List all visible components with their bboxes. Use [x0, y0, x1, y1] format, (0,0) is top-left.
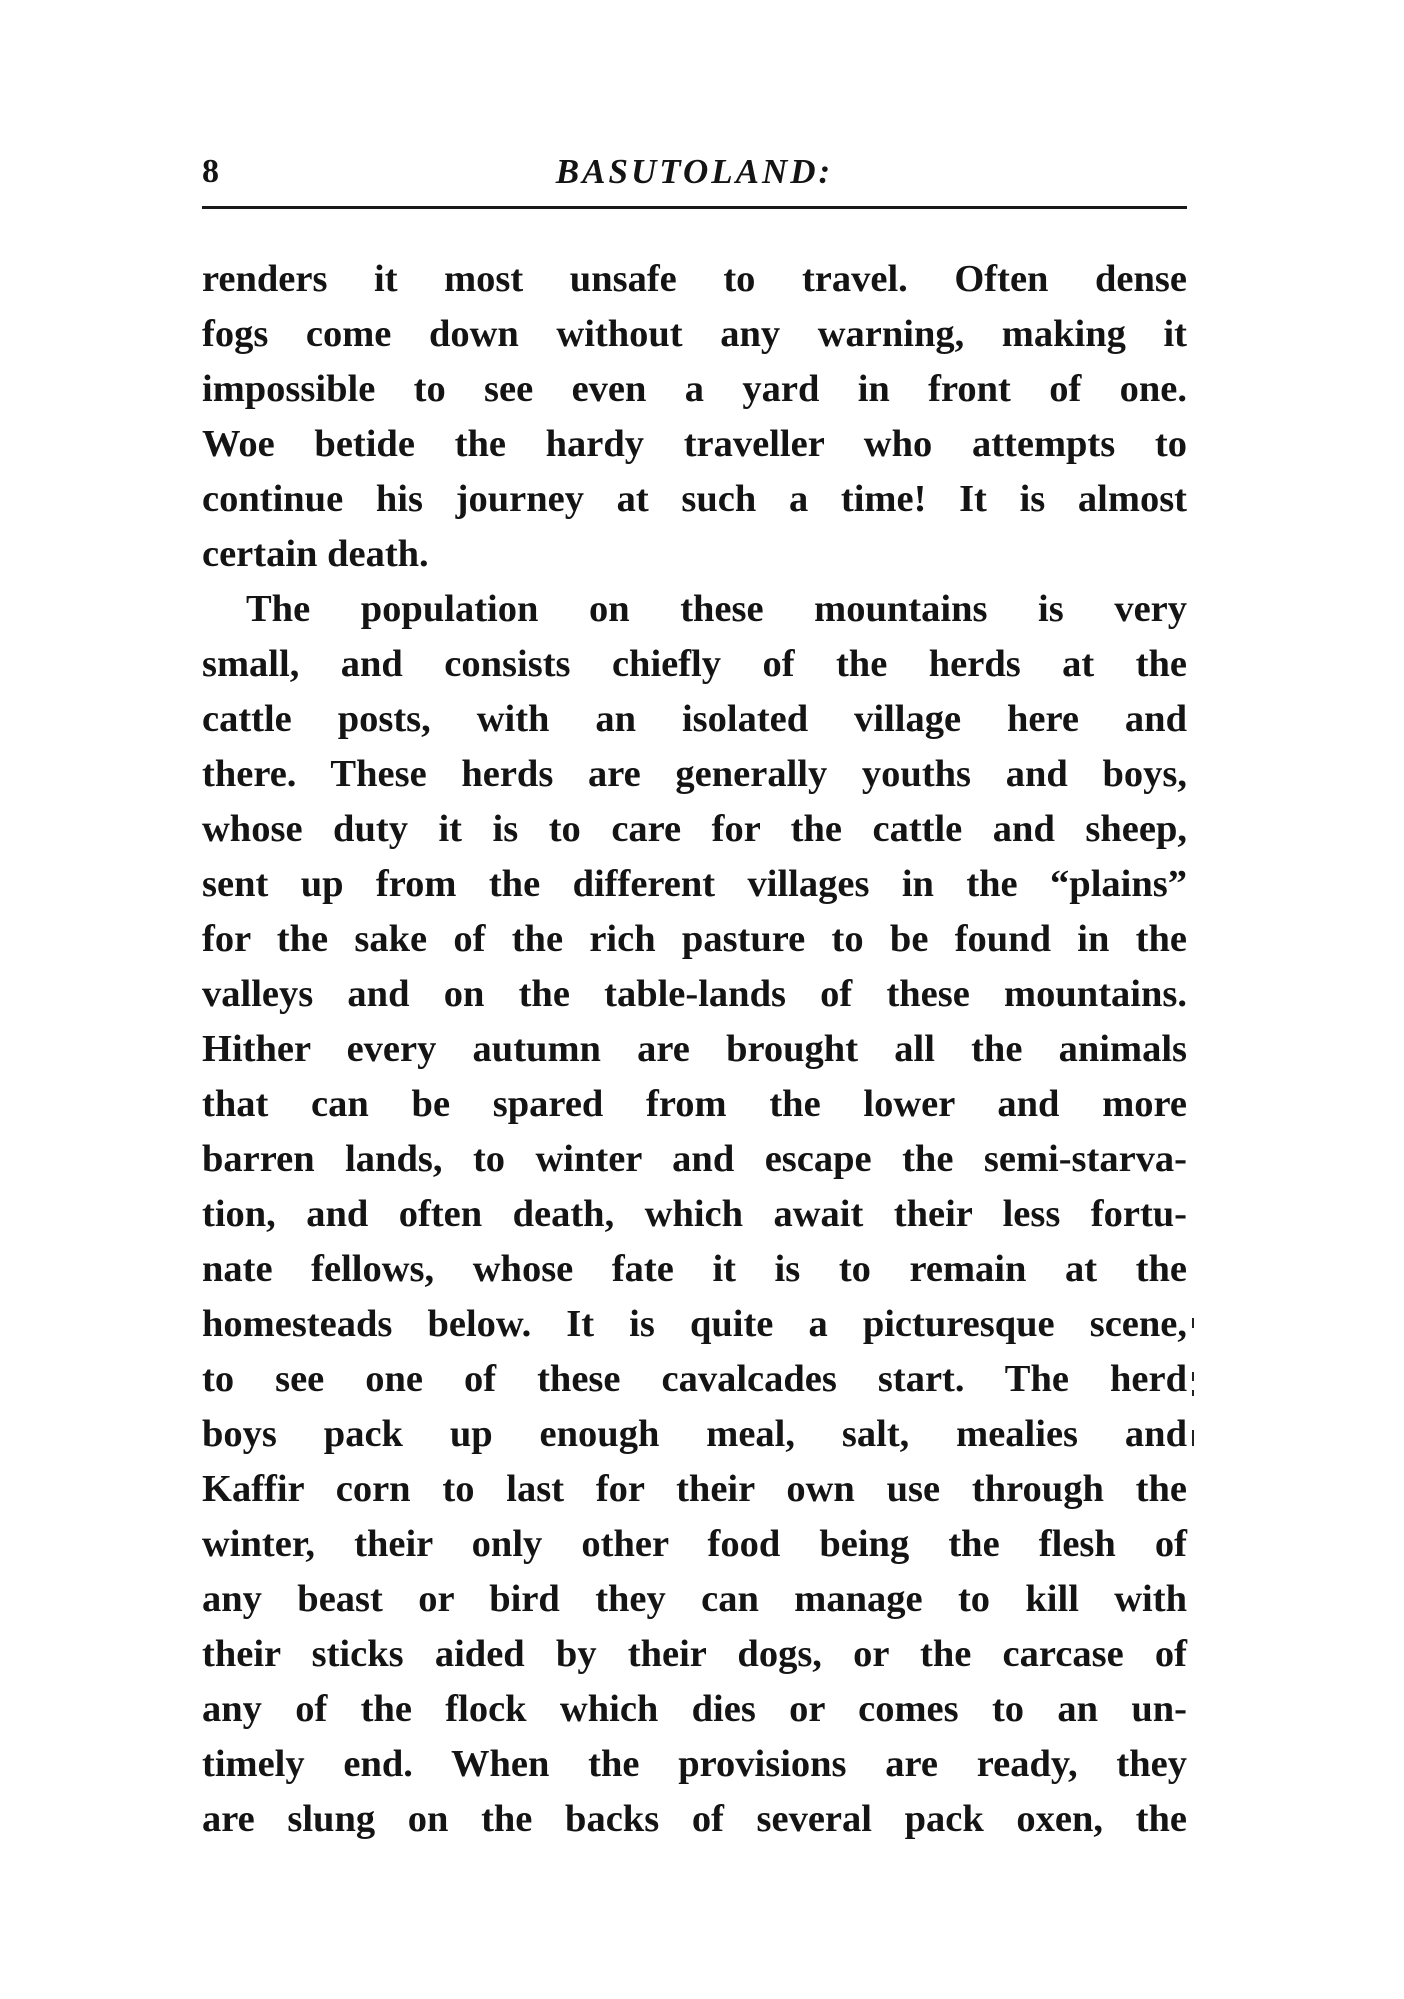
text-line: The population on these mountains is very: [246, 588, 1187, 630]
text-line: winter, their only other food being the flesh of: [202, 1523, 1187, 1565]
text-line: renders it most unsafe to travel. Often dense: [202, 258, 1187, 300]
text-line: their sticks aided by their dogs, or the carcase of: [202, 1633, 1187, 1675]
text-line: cattle posts, with an isolated village here and: [202, 698, 1187, 740]
text-line: nate fellows, whose fate it is to remain at the: [202, 1248, 1187, 1290]
speck-mark: [1192, 1318, 1194, 1328]
text-line: any beast or bird they can manage to kill with: [202, 1578, 1187, 1620]
text-line: whose duty it is to care for the cattle and sheep,: [202, 808, 1187, 850]
text-line: valleys and on the table-lands of these mountains.: [202, 973, 1187, 1015]
text-line: certain death.: [202, 533, 429, 575]
text-line: timely end. When the provisions are ready, they: [202, 1743, 1187, 1785]
text-line: that can be spared from the lower and more: [202, 1083, 1187, 1125]
page-number: 8: [202, 153, 219, 190]
margin-specks: [1192, 1318, 1206, 1450]
text-line: continue his journey at such a time! It is almost: [202, 478, 1187, 520]
text-line: sent up from the different villages in the “plains”: [202, 863, 1187, 905]
text-line: Woe betide the hardy traveller who attempts to: [202, 423, 1187, 465]
header-rule: [202, 206, 1187, 209]
page-header: [202, 150, 1187, 194]
speck-mark: [1192, 1430, 1194, 1446]
text-line: are slung on the backs of several pack oxen, the: [202, 1798, 1187, 1840]
text-line: tion, and often death, which await their less fortu-: [202, 1193, 1187, 1235]
text-line: small, and consists chiefly of the herds at the: [202, 643, 1187, 685]
text-line: boys pack up enough meal, salt, mealies and: [202, 1413, 1187, 1455]
text-line: Kaffir corn to last for their own use through the: [202, 1468, 1187, 1510]
text-line: barren lands, to winter and escape the semi-starva-: [202, 1138, 1187, 1180]
running-head: BASUTOLAND:: [555, 152, 834, 191]
text-line: fogs come down without any warning, making it: [202, 313, 1187, 355]
text-line: to see one of these cavalcades start. The herd: [202, 1358, 1187, 1400]
text-line: impossible to see even a yard in front of one.: [202, 368, 1187, 410]
body-text: [202, 252, 1187, 1847]
speck-mark: [1192, 1372, 1194, 1381]
text-line: there. These herds are generally youths and boys,: [202, 753, 1187, 795]
speck-mark: [1192, 1390, 1194, 1396]
text-line: any of the flock which dies or comes to an un-: [202, 1688, 1187, 1730]
text-line: for the sake of the rich pasture to be found in the: [202, 918, 1187, 960]
text-line: homesteads below. It is quite a picturesque scene,: [202, 1303, 1187, 1345]
text-line: Hither every autumn are brought all the animals: [202, 1028, 1187, 1070]
